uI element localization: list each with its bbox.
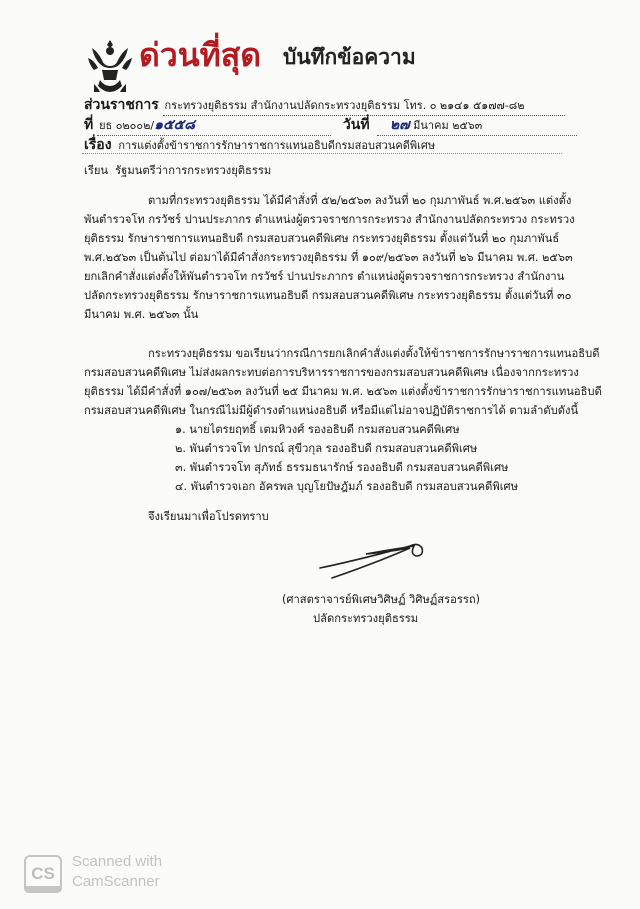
salutation [84,162,271,181]
reference-value: ยธ ๐๒๐๐๒/ [99,119,155,132]
paragraph-2-line-2: กรมสอบสวนคดีพิเศษ ไม่ส่งผลกระทบต่อการบริหารราชการของกรมสอบสวนคดีพิเศษ เนื่องจากกระทรวง [84,366,579,379]
subject-label: เรื่อง [84,137,112,153]
agency-value: กระทรวงยุติธรรม สำนักงานปลัดกระทรวงยุติธรรม โทร. ๐ ๒๑๔๑ ๕๑๗๗-๘๒ [163,97,565,116]
paragraph-1-line-3: ยุติธรรม รักษาราชการแทนอธิบดี กรมสอบสวนคดีพิเศษ กระทรวงยุติธรรม ตั้งแต่วันที่ ๒๐ กุมภาพันธ์ [84,232,560,245]
reference-row [84,116,577,136]
date-value: มีนาคม ๒๕๖๓ [413,119,483,132]
paragraph-1-line-2: พันตำรวจโท กรวัชร์ ปานประภากร ตำแหน่งผู้ตรวจราชการกระทรวง สำนักงานปลัดกระทรวง กระทรวง [84,213,575,226]
camscanner-watermark [72,852,162,892]
closing-text: จึงเรียนมาเพื่อโปรดทราบ [148,510,269,523]
paragraph-1-line-4: พ.ศ.๒๕๖๓ เป็นต้นไป ต่อมาได้มีคำสั่งกระทรวงยุติธรรม ที่ ๑๐๙/๒๕๖๓ ลงวันที่ ๒๖ มีนาคม พ.ศ. ๒๕๖๓ [84,251,573,264]
subject-divider [82,153,562,154]
agency-label: ส่วนราชการ [84,97,159,113]
date-day-handwritten: ๒๗ [389,117,410,133]
subject-value: การแต่งตั้งข้าราชการรักษาราชการแทนอธิบดีกรมสอบสวนคดีพิเศษ [118,139,436,152]
paragraph-1-line-6: ปลัดกระทรวงยุติธรรม รักษาราชการแทนอธิบดี กรมสอบสวนคดีพิเศษ กระทรวงยุติธรรม ตั้งแต่วันที่ ๓๐ [84,289,572,302]
reference-field [97,116,331,136]
salutation-label: เรียน [84,164,109,177]
list-item: ๓. พันตำรวจโท สุภัทธ์ ธรรมธนารักษ์ รองอธิบดี กรมสอบสวนคดีพิเศษ [175,461,509,474]
paragraph-2-line-3: ยุติธรรม ได้มีคำสั่งที่ ๑๐๗/๒๕๖๓ ลงวันที่ ๒๕ มีนาคม พ.ศ. ๒๕๖๓ แต่งตั้งข้าราชการรักษาราชการแทนอธิบดี [84,385,602,398]
list-item: ๔. พันตำรวจเอก อัครพล บุญโยปัษฎัมภ์ รองอธิบดี กรมสอบสวนคดีพิเศษ [175,480,519,493]
list-item: ๑. นายไตรยฤทธิ์ เตมหิวงศ์ รองอธิบดี กรมสอบสวนคดีพิเศษ [175,423,460,436]
signature-scribble-icon [318,538,428,588]
paragraph-1-line-7: มีนาคม พ.ศ. ๒๕๖๓ นั้น [84,308,199,321]
paragraph-2-line-4: กรมสอบสวนคดีพิเศษ ในกรณีไม่มีผู้ดำรงตำแหน่งอธิบดี หรือมีแต่ไม่อาจปฏิบัติราชการได้ ตามลำดับดังนี้ [84,404,579,417]
garuda-emblem-icon [86,38,134,94]
agency-row [84,96,565,116]
watermark-line-1: Scanned with [72,853,163,870]
reference-label: ที่ [84,117,94,133]
signatory-position: ปลัดกระทรวงยุติธรรม [313,612,419,625]
urgency-stamp: ด่วนที่สุด [139,36,262,74]
salutation-recipient: รัฐมนตรีว่าการกระทรวงยุติธรรม [115,164,272,177]
reference-number-handwritten: ๑๕๕๘ [154,117,195,133]
memo-title: บันทึกข้อความ [283,45,416,69]
signatory-name: (ศาสตราจารย์พิเศษวิศิษฏ์ วิศิษฏ์สรอรรถ) [282,593,481,606]
paragraph-1-line-1: ตามที่กระทรวงยุติธรรม ได้มีคำสั่งที่ ๕๒/๒๕๖๓ ลงวันที่ ๒๐ กุมภาพันธ์ พ.ศ.๒๕๖๓ แต่งตั้ง [148,194,572,207]
watermark-line-2: CamScanner [72,873,160,890]
date-field [377,116,577,136]
date-label: วันที่ [342,117,370,133]
list-item: ๒. พันตำรวจโท ปกรณ์ สุขีวกุล รองอธิบดี กรมสอบสวนคดีพิเศษ [175,442,478,455]
paragraph-2-line-1: กระทรวงยุติธรรม ขอเรียนว่ากรณีการยกเลิกคำสั่งแต่งตั้งให้ข้าราชการรักษาราชการแทนอธิบดี [148,347,600,360]
camscanner-logo-icon: CS [24,855,62,893]
paragraph-1-line-5: ยกเลิกคำสั่งแต่งตั้งให้พันตำรวจโท กรวัชร์ ปานประภากร ตำแหน่งผู้ตรวจราชการกระทรวง สำนักงาน [84,270,565,283]
